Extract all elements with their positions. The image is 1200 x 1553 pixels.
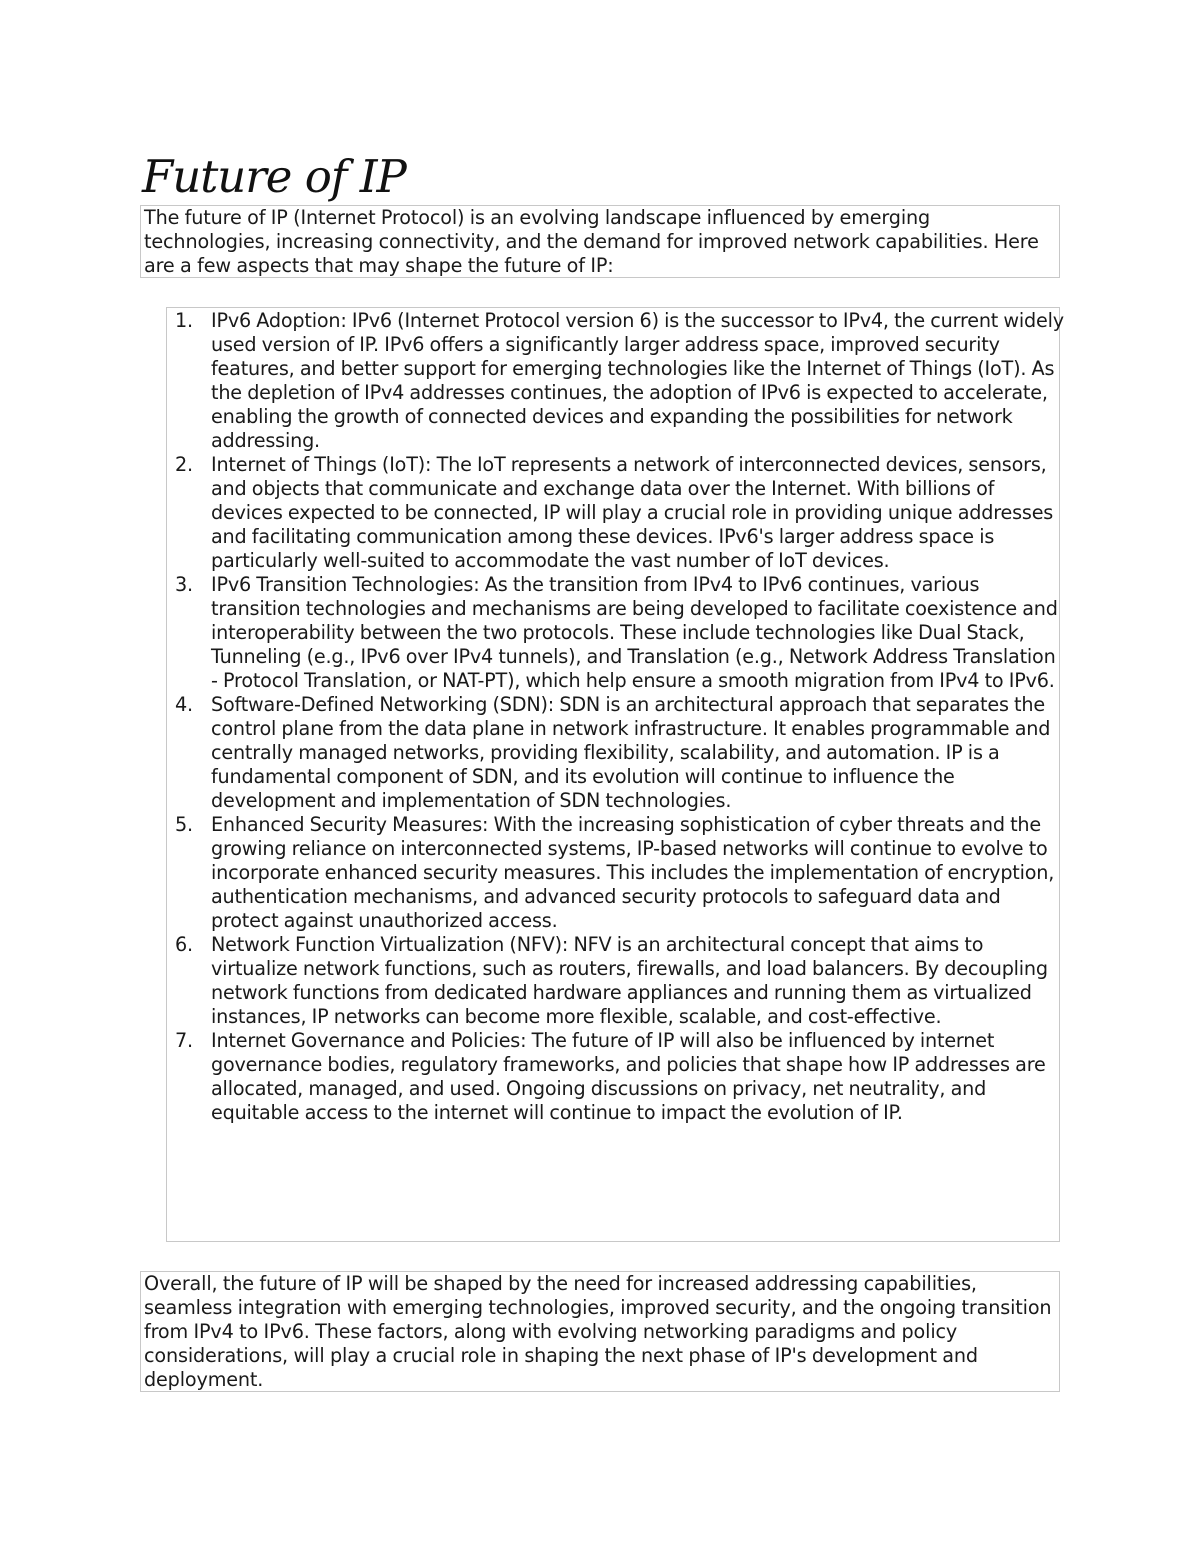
list-item	[166, 813, 1066, 933]
list-item-number: 6.	[175, 933, 193, 956]
aspects-list	[166, 309, 1066, 1125]
list-item-number: 1.	[175, 309, 193, 332]
list-item-number: 4.	[175, 693, 193, 716]
list-item-text: IPv6 Transition Technologies: As the transition from IPv4 to IPv6 continues, various transition technologies and mechanisms are being developed to facilitate coexistence and interoperability between the two protocols. These include technologies like Dual Stack, Tunneling (e.g., IPv6 over IPv4 tunnels), and Translation (e.g., Network Address Translation - Protocol Translation, or NAT-PT), which help ensure a smooth migration from IPv4 to IPv6.	[211, 573, 1058, 692]
list-item-number: 7.	[175, 1029, 193, 1052]
intro-paragraph: The future of IP (Internet Protocol) is an evolving landscape influenced by emerging technologies, increasing connectivity, and the demand for improved network capabilities. Here are a few aspects that may shape the future of IP:	[144, 206, 1039, 277]
list-item	[166, 1029, 1066, 1125]
conclusion-paragraph: Overall, the future of IP will be shaped by the need for increased addressing capabilities, seamless integration with emerging technologies, improved security, and the ongoing transition from IPv4 to IPv6. These factors, along with evolving networking paradigms and policy considerations, will play a crucial role in shaping the next phase of IP's development and deployment.	[144, 1272, 1052, 1391]
list-item-text: Internet of Things (IoT): The IoT represents a network of interconnected devices, sensors, and objects that communicate and exchange data over the Internet. With billions of devices expected to be connected, IP will play a crucial role in providing unique addresses and facilitating communication among these devices. IPv6's larger address space is particularly well-suited to accommodate the vast number of IoT devices.	[211, 453, 1054, 572]
list-item-text: Network Function Virtualization (NFV): NFV is an architectural concept that aims to virtualize network functions, such as routers, firewalls, and load balancers. By decoupling network functions from dedicated hardware appliances and running them as virtualized instances, IP networks can become more flexible, scalable, and cost-effective.	[211, 933, 1048, 1028]
list-item-text: Software-Defined Networking (SDN): SDN is an architectural approach that separates the control plane from the data plane in network infrastructure. It enables programmable and centrally managed networks, providing flexibility, scalability, and automation. IP is a fundamental component of SDN, and its evolution will continue to influence the development and implementation of SDN technologies.	[211, 693, 1051, 812]
list-item	[166, 573, 1066, 693]
intro-paragraph-box	[140, 205, 1060, 278]
conclusion-paragraph-box	[140, 1271, 1060, 1392]
list-item-number: 3.	[175, 573, 193, 596]
list-item	[166, 693, 1066, 813]
list-item-text: Enhanced Security Measures: With the increasing sophistication of cyber threats and the growing reliance on interconnected systems, IP-based networks will continue to evolve to incorporate enhanced security measures. This includes the implementation of encryption, authentication mechanisms, and advanced security protocols to safeguard data and protect against unauthorized access.	[211, 813, 1055, 932]
list-item	[166, 933, 1066, 1029]
list-item	[166, 453, 1066, 573]
list-item	[166, 309, 1066, 453]
list-item-text: Internet Governance and Policies: The future of IP will also be influenced by internet governance bodies, regulatory frameworks, and policies that shape how IP addresses are allocated, managed, and used. Ongoing discussions on privacy, net neutrality, and equitable access to the internet will continue to impact the evolution of IP.	[211, 1029, 1046, 1124]
list-item-text: IPv6 Adoption: IPv6 (Internet Protocol version 6) is the successor to IPv4, the current widely used version of IP. IPv6 offers a significantly larger address space, improved security features, and better support for emerging technologies like the Internet of Things (IoT). As the depletion of IPv4 addresses continues, the adoption of IPv6 is expected to accelerate, enabling the growth of connected devices and expanding the possibilities for network addressing.	[211, 309, 1064, 452]
page-title: Future of IP	[142, 150, 406, 203]
list-item-number: 2.	[175, 453, 193, 476]
list-item-number: 5.	[175, 813, 193, 836]
